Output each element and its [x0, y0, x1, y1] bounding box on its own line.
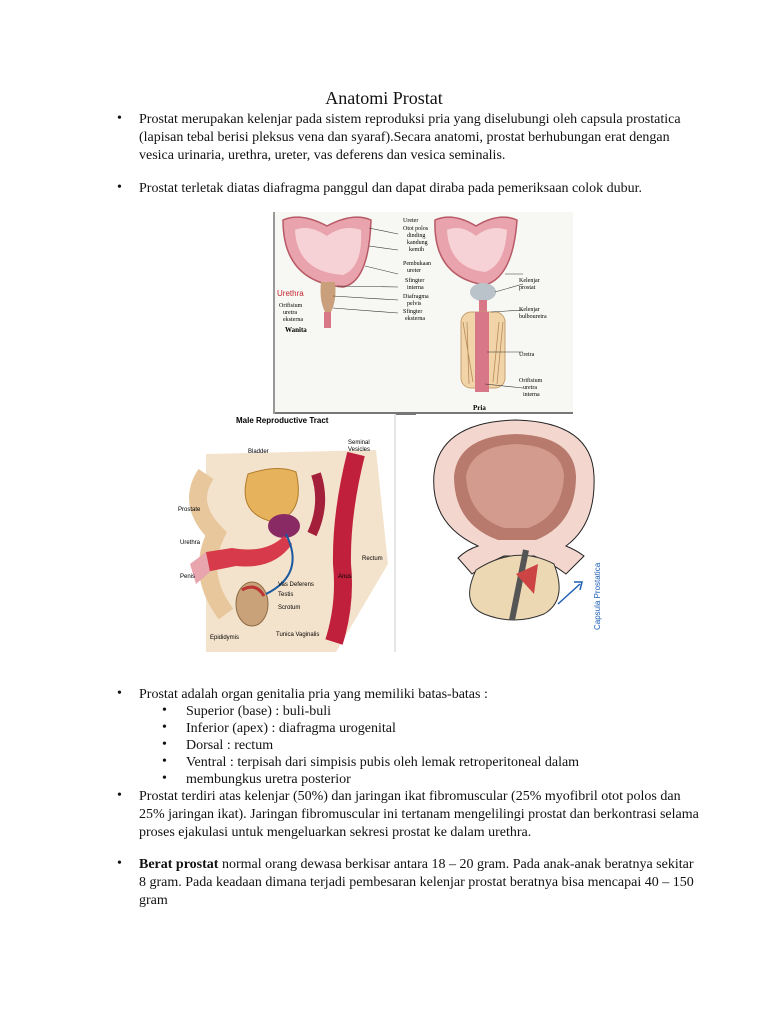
- intro-paragraph-2: Prostat terletak diatas diafragma panggul dan dapat diraba pada pemeriksaan colok dubur.: [139, 181, 643, 196]
- urinary-tract-figure: [273, 212, 573, 415]
- fig1-label: bulbouretra: [519, 314, 547, 320]
- boundary-item: membungkus uretra posterior: [186, 772, 351, 787]
- fig1-label: kemih: [409, 247, 424, 253]
- fig1-label: Kelenjar: [519, 278, 540, 284]
- fig2-label: Tunica Vaginalis: [276, 632, 320, 638]
- sub-bullet: •: [162, 771, 167, 786]
- weight-text: normal orang dewasa berkisar antara 18 – 20 gram. Pada anak-anak beratnya sekitar 8 gram. Pada keadaan dimana terjadi pembesaran kelenjar prostat beratnya bisa mencapai 40 – 150 gram: [139, 857, 694, 908]
- fig1-label: uretra: [283, 310, 297, 316]
- fig3-label: Capsula Prostatica: [593, 562, 602, 630]
- fig1-label: Sfingter: [403, 309, 423, 315]
- boundary-item: Dorsal : rectum: [186, 738, 274, 753]
- fig2-label: Penis: [180, 574, 196, 580]
- fig2-label: Vesicles: [348, 447, 371, 453]
- capsula-prostatica-figure: [416, 414, 614, 636]
- fig2-label: Vas Deferens: [278, 582, 314, 588]
- fig2-label: Prostate: [178, 507, 201, 513]
- fig1-label: Sfingter: [405, 278, 425, 284]
- weight-bold-label: Berat prostat: [139, 857, 219, 872]
- fig1-label: Diafragma: [403, 294, 429, 300]
- bullet: •: [117, 180, 122, 195]
- fig1-label: prostat: [519, 285, 536, 291]
- fig2-label: Seminal: [348, 440, 370, 446]
- page-title: Anatomi Prostat: [325, 88, 443, 108]
- fig2-label: Anus: [338, 574, 352, 580]
- fig1-label: kandung: [407, 240, 428, 246]
- weight-paragraph: [139, 856, 699, 910]
- fig2-label: Bladder: [248, 449, 269, 455]
- boundary-item: Ventral : terpisah dari simpisis pubis oleh lemak retroperitoneal dalam: [186, 755, 580, 770]
- fig1-label-urethra: Urethra: [277, 289, 304, 298]
- fig1-label: pelvis: [407, 301, 422, 307]
- fig2-label: Rectum: [362, 556, 383, 562]
- fig2-label: Scrotum: [278, 605, 301, 611]
- fig1-label: Ureter: [403, 218, 419, 224]
- fig1-label: uretra: [523, 385, 537, 391]
- sub-bullet: •: [162, 703, 167, 718]
- fig1-label: Kelenjar: [519, 307, 540, 313]
- bullet: •: [117, 856, 122, 871]
- bullet: •: [117, 788, 122, 803]
- fig2-label: Urethra: [180, 540, 201, 546]
- sub-bullet: •: [162, 754, 167, 769]
- boundary-item: Superior (base) : buli-buli: [186, 704, 332, 719]
- fig1-label: eksterna: [283, 317, 303, 323]
- intro-paragraph-1: Prostat merupakan kelenjar pada sistem reproduksi pria yang diselubungi oleh capsula prostatica (lapisan tebal berisi pleksus vena dan syaraf).Secara anatomi, prostat berhubungan erat dengan vesica urinaria, urethra, ureter, vas deferens dan vesica seminalis.: [139, 112, 681, 163]
- fig2-title: Male Reproductive Tract: [236, 416, 329, 425]
- composition-paragraph: Prostat terdiri atas kelenjar (50%) dan jaringan ikat fibromuscular (25% myofibril otot polos dan 25% jaringan ikat). Jaringan fibromuscular ini tertanam mengelilingi prostat dan berkontrasi selama proses ejakulasi untuk mengeluarkan sekresi prostat ke dalam urethra.: [139, 789, 699, 840]
- fig1-label: interna: [523, 392, 540, 398]
- boundary-item: Inferior (apex) : diafragma urogenital: [186, 721, 396, 736]
- fig2-label: Testis: [278, 592, 294, 598]
- sub-bullet: •: [162, 720, 167, 735]
- boundaries-intro: Prostat adalah organ genitalia pria yang memiliki batas-batas :: [139, 687, 488, 702]
- fig1-label: Otot polos: [403, 226, 429, 232]
- bullet: •: [117, 686, 122, 701]
- fig1-label: interna: [407, 285, 424, 291]
- fig1-label: Pembukaan: [403, 261, 431, 267]
- sub-bullet: •: [162, 737, 167, 752]
- fig2-label: Epididymis: [210, 635, 240, 641]
- fig1-label: eksterna: [405, 316, 425, 322]
- bullet: •: [117, 111, 122, 126]
- fig1-label: Orifisium: [519, 378, 543, 384]
- fig1-label: dinding: [407, 233, 426, 239]
- fig1-label: Uretra: [519, 352, 535, 358]
- fig1-caption-wanita: Wanita: [285, 326, 307, 334]
- fig1-caption-pria: Pria: [473, 404, 486, 412]
- fig1-label: ureter: [407, 268, 421, 274]
- fig1-label: Orifisium: [279, 303, 303, 309]
- male-reproductive-tract-figure: [166, 414, 396, 652]
